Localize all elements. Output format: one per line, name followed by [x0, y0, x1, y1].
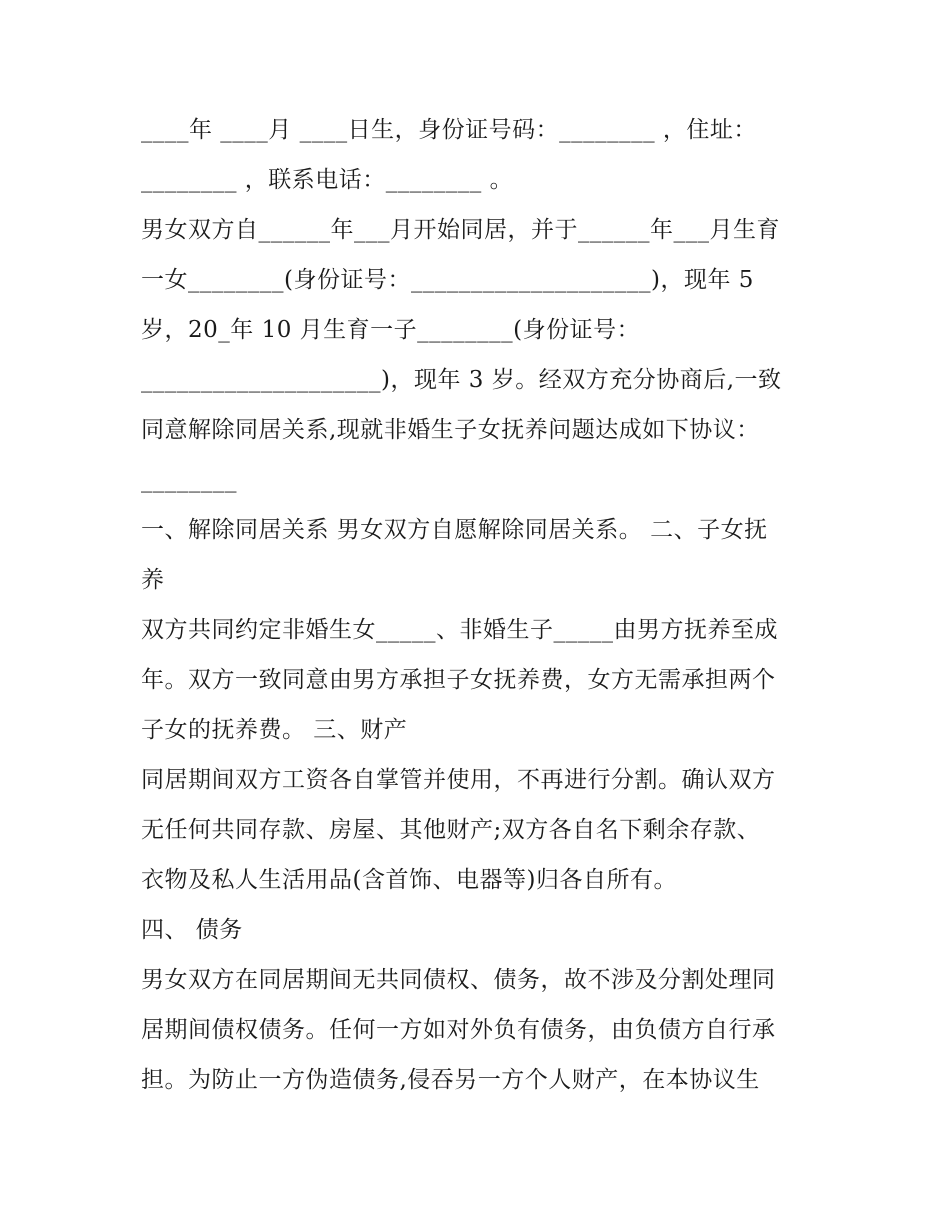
- text-line: ________: [141, 467, 237, 493]
- agreement-text: [141, 105, 821, 1105]
- text-line: 男女双方自______年___月开始同居，并于______年___月生育: [141, 217, 780, 243]
- text-line: ________ ，联系电话：________ 。: [141, 167, 514, 193]
- text-line: 年。双方一致同意由男方承担子女抚养费，女方无需承担两个: [141, 667, 776, 693]
- text-line: 男女双方在同居期间无共同债权、债务，故不涉及分割处理同: [141, 967, 776, 993]
- text-line: 岁，20_年 10 月生育一子________(身份证号：: [141, 317, 641, 343]
- text-line: 双方共同约定非婚生女_____、非婚生子_____由男方抚养至成: [141, 617, 778, 643]
- section-heading-line: 子女的抚养费。 三、财产: [141, 717, 408, 743]
- text-line: 同居期间双方工资各自掌管并使用，不再进行分割。确认双方: [141, 767, 776, 793]
- section-heading: 四、 债务: [141, 917, 243, 943]
- text-line: 无任何共同存款、房屋、其他财产;双方各自名下剩余存款、: [141, 817, 761, 843]
- text-line: ____年 ____月 ____日生，身份证号码：________ ，住址：: [141, 117, 757, 143]
- text-line: ____________________)，现年 3 岁。经双方充分协商后,一致: [141, 367, 782, 393]
- text-line: 居期间债权债务。任何一方如对外负有债务，由负债方自行承: [141, 1017, 776, 1043]
- text-line: 同意解除同居关系,现就非婚生子女抚养问题达成如下协议：: [141, 417, 760, 443]
- text-line: 养: [141, 567, 165, 593]
- text-line: 一女________(身份证号：____________________)，现年 5: [141, 267, 754, 293]
- text-line: 担。为防止一方伪造债务,侵吞另一方个人财产，在本协议生: [141, 1067, 760, 1093]
- text-line: 衣物及私人生活用品(含首饰、电器等)归各自所有。: [141, 867, 677, 893]
- section-heading-line: 一、解除同居关系 男女双方自愿解除同居关系。 二、子女抚: [141, 517, 768, 543]
